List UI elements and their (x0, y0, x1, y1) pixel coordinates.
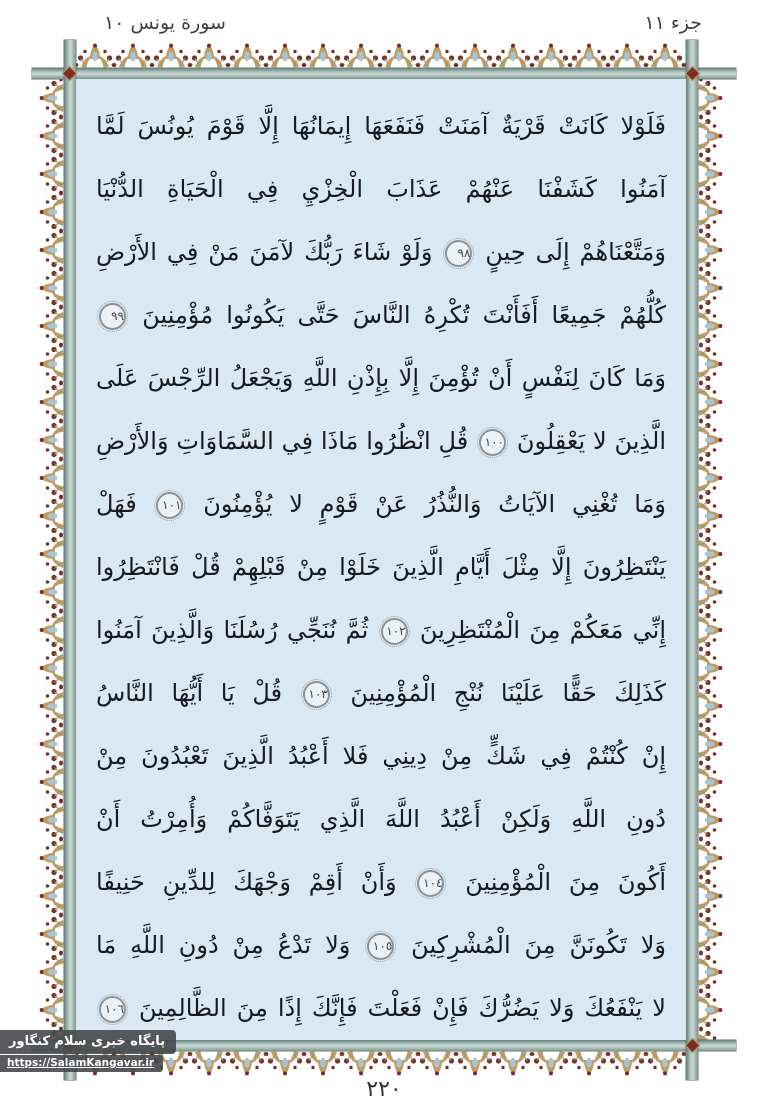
quran-line-text: قُلْ يَا أَيُّهَا النَّاسُ (96, 679, 283, 707)
quran-line-text: فَلَوْلا كَانَتْ قَرْيَةٌ آمَنَتْ فَنَفَعَهَا إِيمَانُهَا إِلَّا قَوْمَ يُونُسَ لَمَّا (96, 112, 666, 140)
surah-title-label: سورة يونس ١٠ (104, 12, 226, 34)
frame-bar-left (64, 40, 76, 1080)
quran-line-text: إِنِّي مَعَكُمْ مِنَ الْمُنْتَظِرِينَ (419, 616, 667, 644)
quran-line-text: إِنْ كُنْتُمْ فِي شَكٍّ مِنْ دِينِي فَلا أَعْبُدُ الَّذِينَ تَعْبُدُونَ مِنْ (96, 742, 666, 770)
quran-line (96, 662, 666, 725)
ayah-number-marker: ١٠١ (156, 492, 183, 519)
watermark-url-link[interactable]: https://SalamKangavar.ir (0, 1055, 163, 1072)
quran-line (96, 158, 666, 221)
quran-line-text: دُونِ اللَّهِ وَلَكِنْ أَعْبُدُ اللَّهَ الَّذِي يَتَوَفَّاكُمْ وَأُمِرْتُ أَنْ (96, 805, 666, 833)
ayah-number-marker: ١٠٥ (367, 933, 394, 960)
quran-line-text: وَلا تَدْعُ مِنْ دُونِ اللَّهِ مَا (96, 931, 351, 959)
quran-line-text: لا يَنْفَعُكَ وَلا يَضُرُّكَ فَإِنْ فَعَلْتَ فَإِنَّكَ إِذًا مِنَ الظَّالِمِينَ (139, 994, 666, 1022)
ayah-number-marker: ١٠٤ (417, 870, 444, 897)
quran-line-text: وَمَا كَانَ لِنَفْسٍ أَنْ تُؤْمِنَ إِلَّا بِإِذْنِ اللَّهِ وَيَجْعَلُ الرِّجْسَ عَلَى (96, 364, 666, 392)
frame-bar-right (686, 40, 698, 1080)
quran-line (96, 599, 666, 662)
quran-line (96, 725, 666, 788)
juz-number-label: جزء ١١ (644, 12, 702, 34)
frame-ornament-bottom (76, 1051, 686, 1077)
frame-ornament-top (76, 42, 686, 68)
quran-line-text: فَهَلْ (96, 490, 137, 518)
quran-line-text: وَلَوْ شَاءَ رَبُّكَ لآمَنَ مَنْ فِي الأَرْضِ (96, 238, 433, 266)
quran-line (96, 977, 666, 1040)
quran-line-text: الَّذِينَ لا يَعْقِلُونَ (516, 427, 666, 455)
quran-line-text: يَنْتَظِرُونَ إِلَّا مِثْلَ أَيَّامِ الَّذِينَ خَلَوْا مِنْ قَبْلِهِمْ قُلْ فَانْتَظِرُوا (96, 553, 666, 581)
quran-line-text: وَأَنْ أَقِمْ وَجْهَكَ لِلدِّينِ حَنِيفًا (96, 868, 397, 896)
quran-line-text: آمَنُوا كَشَفْنَا عَنْهُمْ عَذَابَ الْخِزْيِ فِي الْحَيَاةِ الدُّنْيَا (96, 175, 666, 203)
quran-line-text: قُلِ انْظُرُوا مَاذَا فِي السَّمَاوَاتِ وَالأَرْضِ (96, 427, 469, 455)
quran-line-text: كَذَلِكَ حَقًّا عَلَيْنَا نُنْجِ الْمُؤْمِنِينَ (350, 679, 666, 707)
quran-line (96, 284, 666, 347)
ayah-number-marker: ١٠٣ (303, 681, 330, 708)
quran-line-text: كُلُّهُمْ جَمِيعًا أَفَأَنْتَ تُكْرِهُ النَّاسَ حَتَّى يَكُونُوا مُؤْمِنِينَ (142, 301, 666, 329)
quran-line (96, 473, 666, 536)
frame-ornament-right (698, 79, 724, 1040)
ayah-number-marker: ١٠٠ (479, 429, 506, 456)
frame-ornament-left (38, 79, 64, 1040)
ayah-number-marker: ٩٨ (445, 240, 472, 267)
quran-line (96, 410, 666, 473)
ayah-number-marker: ٩٩ (99, 303, 126, 330)
quran-line (96, 851, 666, 914)
frame-bar-top (32, 68, 736, 79)
quran-line (96, 914, 666, 977)
quran-line (96, 95, 666, 158)
quran-line-text: أَكُونَ مِنَ الْمُؤْمِنِينَ (465, 868, 666, 896)
ayah-number-marker: ١٠٦ (99, 996, 126, 1023)
quran-text-block (76, 79, 686, 1040)
quran-line (96, 347, 666, 410)
ayah-number-marker: ١٠٢ (381, 618, 408, 645)
quran-line-text: وَمَتَّعْنَاهُمْ إِلَى حِينٍ (485, 238, 666, 266)
quran-line-text: وَمَا تُغْنِي الآيَاتُ وَالنُّذُرُ عَنْ قَوْمٍ لا يُؤْمِنُونَ (203, 490, 666, 518)
quran-line (96, 536, 666, 599)
quran-line (96, 221, 666, 284)
quran-line (96, 788, 666, 851)
quran-line-text: ثُمَّ نُنَجِّي رُسُلَنَا وَالَّذِينَ آمَنُوا (96, 616, 369, 644)
page-number: ٢٢٠ (366, 1077, 402, 1102)
watermark-title: پایگاه خبری سلام کنگاور (0, 1030, 176, 1054)
quran-line-text: وَلا تَكُونَنَّ مِنَ الْمُشْرِكِينَ (411, 931, 666, 959)
